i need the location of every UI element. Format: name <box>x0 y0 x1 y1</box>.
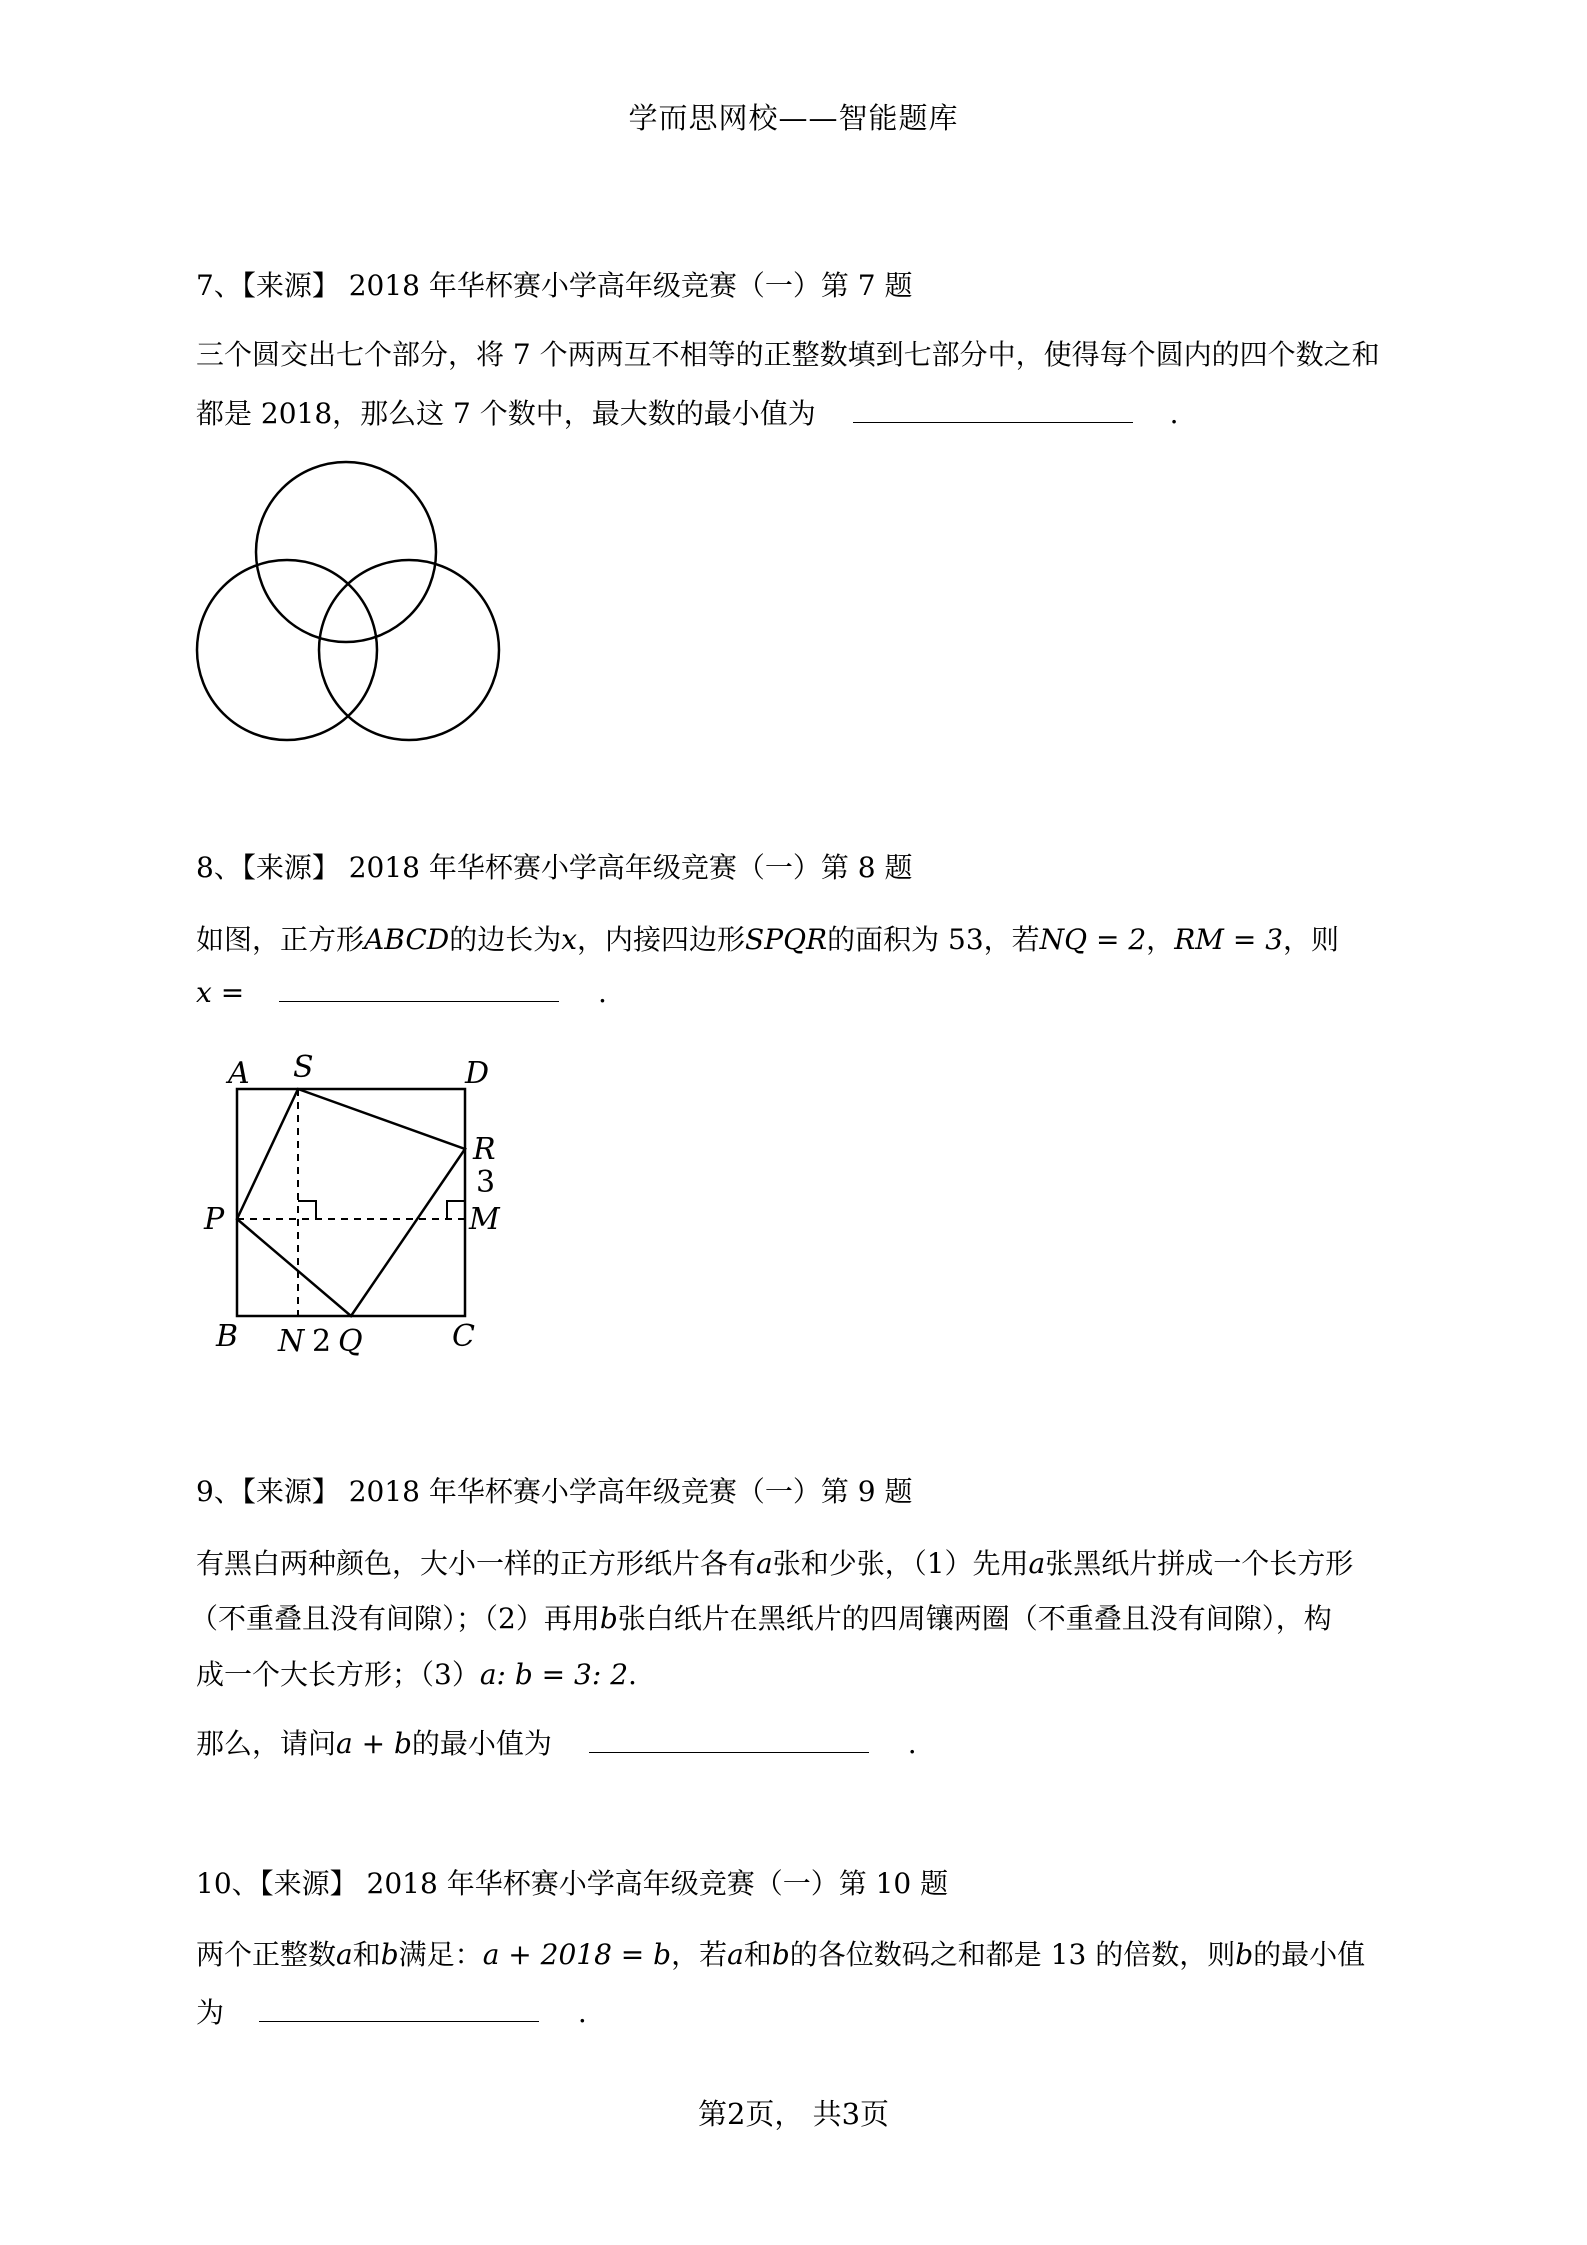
label-s: S <box>293 1050 314 1085</box>
q10-b: b <box>380 1938 399 1971</box>
q9-line4 <box>196 1722 917 1762</box>
right-angle-mark-2 <box>447 1201 465 1219</box>
three-circles-figure <box>190 455 520 755</box>
q10-answer-blank[interactable] <box>259 1997 539 2022</box>
q9-answer-blank[interactable] <box>589 1728 869 1753</box>
label-d: D <box>465 1056 490 1091</box>
q10-t4: ，若 <box>671 1938 728 1971</box>
circle-right <box>319 560 499 740</box>
q9-t9: 的最小值为 <box>411 1727 552 1760</box>
q10-end: . <box>577 1996 587 2029</box>
q8-line1 <box>196 918 1339 958</box>
label-q: Q <box>338 1324 363 1359</box>
label-p: P <box>204 1202 225 1237</box>
q9-line2 <box>190 1597 1332 1637</box>
q10-t5: 和 <box>743 1938 772 1971</box>
q8-source: 8、【来源】 2018 年华杯赛小学高年级竞赛（一）第 8 题 <box>196 851 913 884</box>
q8-text-b: 的边长为 <box>449 923 562 956</box>
q9-a: a <box>756 1547 773 1580</box>
q8-text-c: ，内接四边形 <box>577 923 746 956</box>
label-c: C <box>452 1319 475 1354</box>
label-3: 3 <box>476 1165 496 1200</box>
label-r: R <box>473 1132 496 1167</box>
q7-line2-text: 都是 2018，那么这 7 个数中，最大数的最小值为 <box>196 397 816 430</box>
q8-text-d: 的面积为 53，若 <box>827 923 1040 956</box>
label-a: A <box>228 1056 250 1091</box>
q8-nq: NQ = 2 <box>1039 923 1147 956</box>
square-figure <box>190 1045 530 1365</box>
q9-t3: 张黑纸片拼成一个长方形 <box>1045 1547 1354 1580</box>
q10-t6: 的各位数码之和都是 13 的倍数，则 <box>789 1938 1236 1971</box>
q10-t3: 满足： <box>398 1938 483 1971</box>
q9-b: b <box>599 1602 618 1635</box>
q8-x: x <box>561 923 578 956</box>
q9-t7: . <box>628 1658 637 1691</box>
q9-t4: （不重叠且没有间隙）；（2）再用 <box>190 1602 600 1635</box>
q9-t1: 有黑白两种颜色，大小一样的正方形纸片各有 <box>196 1547 757 1580</box>
label-m: M <box>469 1202 500 1237</box>
q10-source: 10、【来源】 2018 年华杯赛小学高年级竞赛（一）第 10 题 <box>196 1867 949 1900</box>
q8-abcd: ABCD <box>364 923 450 956</box>
quad-spqr <box>237 1089 465 1316</box>
q7-line2 <box>196 392 1179 432</box>
q9-ratio: a: b = 3: 2 <box>479 1658 629 1691</box>
q8-rm: RM = 3 <box>1174 923 1284 956</box>
q9-line3 <box>196 1653 637 1693</box>
q8-end: . <box>597 976 607 1009</box>
q9-expr: a + b <box>336 1727 412 1760</box>
q10-line1 <box>196 1933 1365 1973</box>
q10-t7: 的最小值 <box>1253 1938 1366 1971</box>
q10-t2: 和 <box>352 1938 381 1971</box>
q8-answer-blank[interactable] <box>279 977 559 1002</box>
page-footer: 第2页， 共3页 <box>697 2097 890 2131</box>
q10-b3: b <box>1235 1938 1254 1971</box>
q9-t5: 张白纸片在黑纸片的四周镶两圈（不重叠且没有间隙），构 <box>617 1602 1332 1635</box>
q9-end: . <box>907 1727 917 1760</box>
label-n: N <box>278 1324 305 1359</box>
q7-answer-blank[interactable] <box>853 398 1133 423</box>
q9-source: 9、【来源】 2018 年华杯赛小学高年级竞赛（一）第 9 题 <box>196 1475 913 1508</box>
q8-text-a: 如图，正方形 <box>196 923 365 956</box>
q7-end: . <box>1169 397 1179 430</box>
right-angle-mark-1 <box>298 1201 316 1219</box>
circle-left <box>197 560 377 740</box>
label-2: 2 <box>312 1324 332 1359</box>
q8-text-f: ，则 <box>1283 923 1340 956</box>
circle-top <box>256 462 436 642</box>
q9-t2: 张和少张，（1）先用 <box>772 1547 1029 1580</box>
q10-t1: 两个正整数 <box>196 1938 337 1971</box>
q9-line1 <box>196 1542 1353 1582</box>
square-abcd <box>237 1089 465 1316</box>
q8-text-e: ， <box>1146 923 1175 956</box>
q10-b2: b <box>771 1938 790 1971</box>
q7-line1: 三个圆交出七个部分，将 7 个两两互不相等的正整数填到七部分中，使得每个圆内的四个数之和 <box>196 338 1380 371</box>
q10-t8: 为 <box>196 1996 225 2029</box>
q9-t8: 那么，请问 <box>196 1727 337 1760</box>
q7-source: 7、【来源】 2018 年华杯赛小学高年级竞赛（一）第 7 题 <box>196 269 913 302</box>
q10-a2: a <box>727 1938 744 1971</box>
q8-x-equals: x = <box>196 976 245 1009</box>
label-b: B <box>216 1319 239 1354</box>
q10-line2 <box>196 1991 587 2031</box>
q10-a: a <box>336 1938 353 1971</box>
q8-line2 <box>196 976 607 1009</box>
q10-eq: a + 2018 = b <box>482 1938 672 1971</box>
q9-a2: a <box>1028 1547 1046 1580</box>
q9-t6: 成一个大长方形；（3） <box>196 1658 480 1691</box>
page-header: 学而思网校——智能题库 <box>628 101 959 135</box>
q8-spqr: SPQR <box>745 923 828 956</box>
